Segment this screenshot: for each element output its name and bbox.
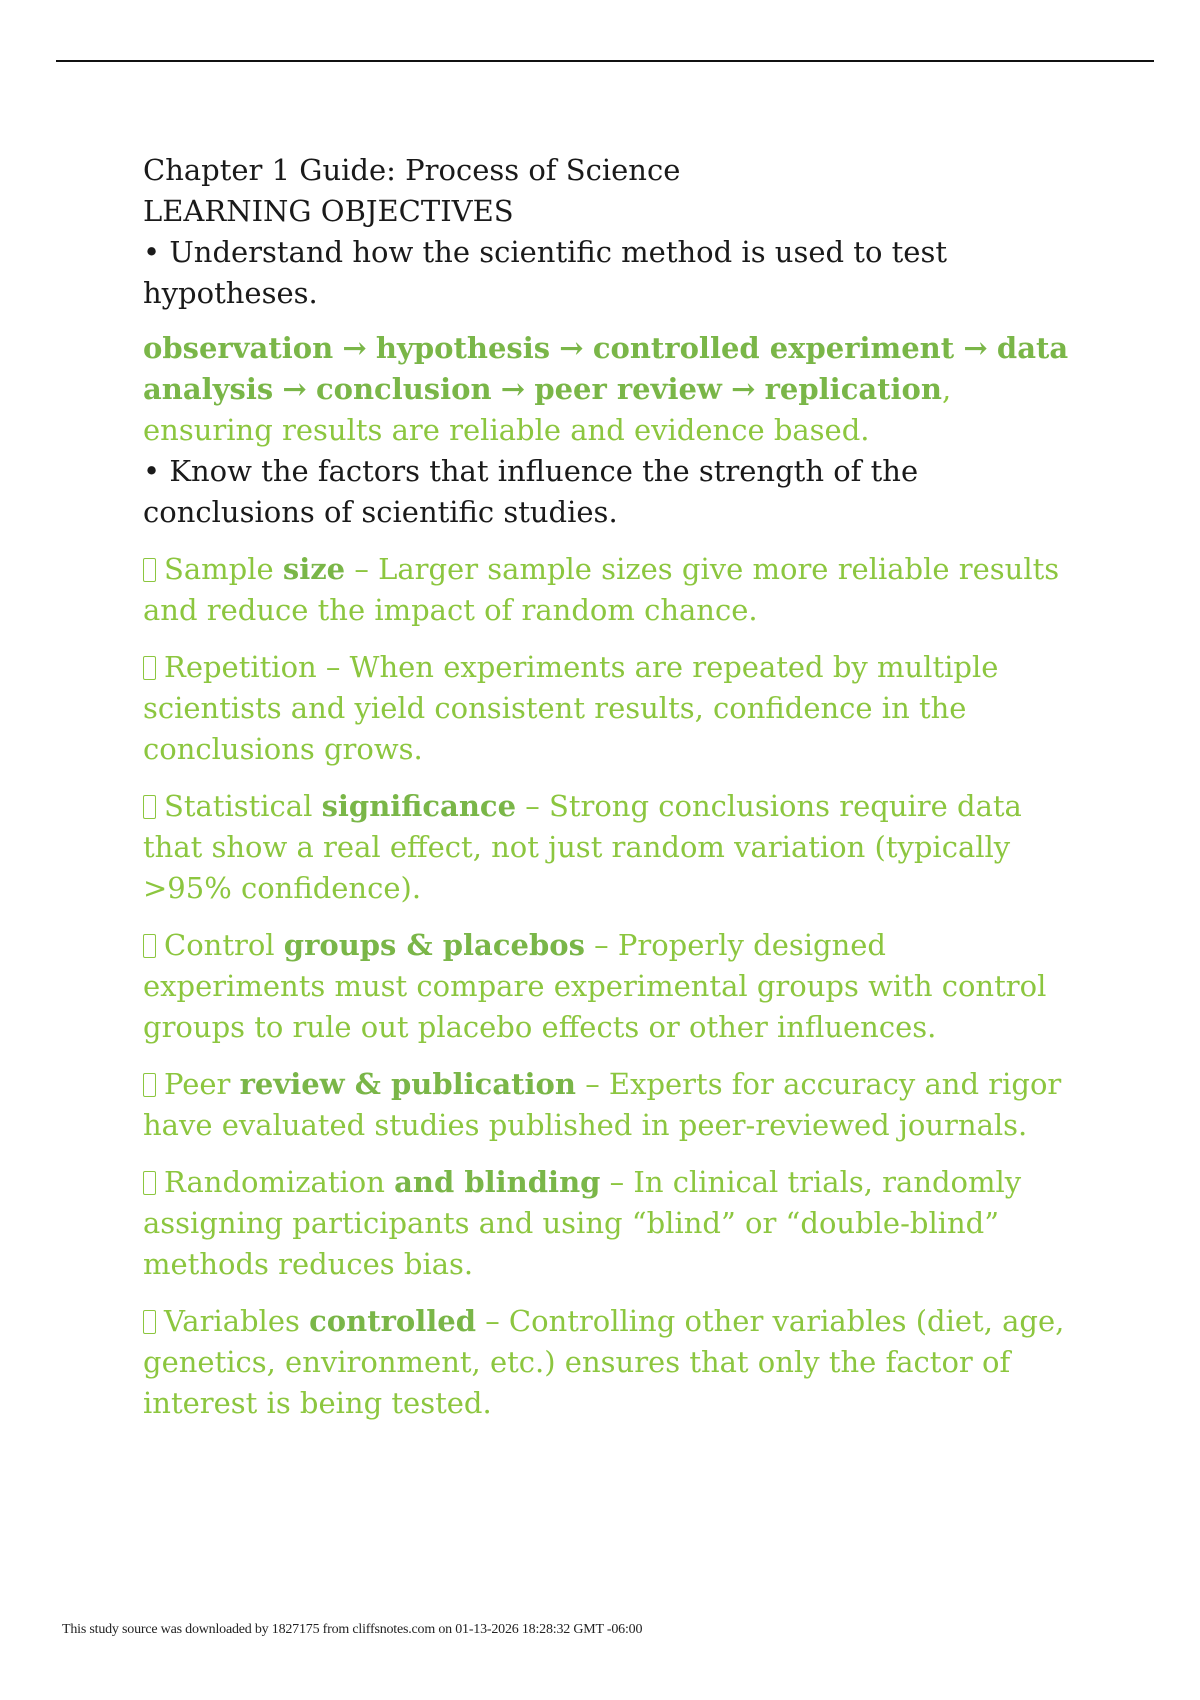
objective-1	[143, 232, 1073, 314]
step-conclusion: conclusion	[315, 372, 492, 406]
process-steps-paragraph	[143, 328, 1073, 451]
factor-lead: Repetition	[164, 650, 317, 684]
factor-bold: controlled	[309, 1304, 476, 1338]
factor-lead: Variables	[164, 1304, 310, 1338]
arrow: →	[500, 372, 526, 406]
section-heading: LEARNING OBJECTIVES	[143, 194, 514, 228]
checkbox-glyph-icon	[143, 934, 156, 958]
checkbox-glyph-icon	[143, 1073, 156, 1097]
process-tail: , ensuring results are reliable and evidence based.	[143, 372, 952, 447]
arrow: →	[282, 372, 307, 406]
factor-desc: – Larger sample sizes give more reliable results and reduce the impact of random chance.	[143, 552, 1060, 627]
checkbox-glyph-icon	[143, 656, 156, 680]
factor-bold: and blinding	[394, 1165, 601, 1199]
factor-bold: significance	[321, 789, 517, 823]
objective-2-text: Know the factors that influence the strength of the conclusions of scientific studies.	[143, 454, 919, 529]
document-body	[143, 150, 1073, 1424]
factor-item	[143, 647, 1073, 770]
factor-desc: – Strong conclusions require data that show a real effect, not just random variation (typically >95% confidence).	[143, 789, 1022, 905]
step-data-analysis: data analysis	[143, 331, 1069, 406]
arrow: →	[731, 372, 756, 406]
factor-bold: size	[282, 552, 346, 586]
factor-bold: review & publication	[239, 1067, 576, 1101]
factor-item	[143, 1162, 1073, 1285]
arrow: →	[342, 331, 367, 365]
arrow: →	[963, 331, 988, 365]
step-observation: observation	[143, 331, 334, 365]
step-peer-review: peer review	[534, 372, 722, 406]
factor-desc: – Properly designed experiments must compare experimental groups with control groups to rule out placebo effects or other influences.	[143, 928, 1047, 1044]
factor-lead: Peer	[164, 1067, 240, 1101]
download-footer: This study source was downloaded by 1827175 from cliffsnotes.com on 01-13-2026 18:28:32 GMT -06:00	[62, 1622, 643, 1637]
checkbox-glyph-icon	[143, 1310, 156, 1334]
checkbox-glyph-icon	[143, 1171, 156, 1195]
step-controlled-experiment: controlled experiment	[592, 331, 955, 365]
bullet-glyph: •	[143, 454, 161, 488]
factor-item	[143, 1301, 1073, 1424]
factor-item	[143, 1064, 1073, 1146]
factor-bold: groups & placebos	[283, 928, 585, 962]
bullet-glyph: •	[143, 235, 161, 269]
objective-2	[143, 451, 1073, 533]
factor-item	[143, 925, 1073, 1048]
step-replication: replication	[764, 372, 942, 406]
objective-1-text: Understand how the scientific method is used to test hypotheses.	[143, 235, 947, 310]
factor-item	[143, 549, 1073, 631]
step-hypothesis: hypothesis	[375, 331, 551, 365]
factor-lead: Randomization	[164, 1165, 395, 1199]
checkbox-glyph-icon	[143, 558, 156, 582]
factor-desc: – Experts for accuracy and rigor have evaluated studies published in peer-reviewed journals.	[143, 1067, 1062, 1142]
factor-desc: – Controlling other variables (diet, age, genetics, environment, etc.) ensures that only the factor of interest is being tested.	[143, 1304, 1065, 1420]
factor-list	[143, 549, 1073, 1424]
doc-title: Chapter 1 Guide: Process of Science	[143, 153, 681, 187]
factor-desc: – In clinical trials, randomly assigning participants and using “blind” or “double-blind” methods reduces bias.	[143, 1165, 1022, 1281]
checkbox-glyph-icon	[143, 795, 156, 819]
factor-desc: – When experiments are repeated by multiple scientists and yield consistent results, confidence in the conclusions grows.	[143, 650, 999, 766]
factor-item	[143, 786, 1073, 909]
factor-lead: Sample	[164, 552, 283, 586]
factor-lead: Control	[164, 928, 284, 962]
arrow: →	[559, 331, 584, 365]
top-rule	[56, 60, 1154, 62]
factor-lead: Statistical	[164, 789, 322, 823]
